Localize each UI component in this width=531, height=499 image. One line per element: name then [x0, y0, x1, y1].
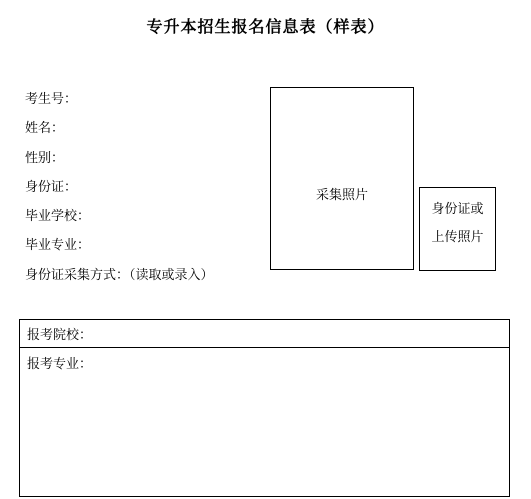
id-photo-label-line-2: 上传照片: [431, 230, 484, 245]
application-table: [19, 319, 510, 497]
page-title: 专升本招生报名信息表（样表）: [146, 17, 385, 36]
applied-school-label: 报考院校：: [27, 328, 93, 343]
id-collection-method-field: 身份证采集方式：（读取或录入）: [25, 267, 214, 283]
name-field: 姓名：: [25, 121, 65, 137]
applicant-info-list: [25, 88, 214, 293]
id-card-field: 身份证：: [25, 179, 78, 195]
applied-school-row: [20, 320, 509, 348]
applied-major-label: 报考专业：: [27, 357, 93, 372]
gender-field: 性别：: [25, 150, 65, 166]
collected-photo-box: [270, 87, 414, 270]
graduation-school-field: 毕业学校：: [25, 209, 91, 225]
collected-photo-label: 采集照片: [315, 188, 368, 203]
id-or-uploaded-photo-box: [419, 187, 496, 271]
exam-number-field: 考生号：: [25, 92, 78, 107]
id-photo-label-line-1: 身份证或: [431, 202, 484, 217]
graduation-major-field: 毕业专业：: [25, 238, 91, 254]
